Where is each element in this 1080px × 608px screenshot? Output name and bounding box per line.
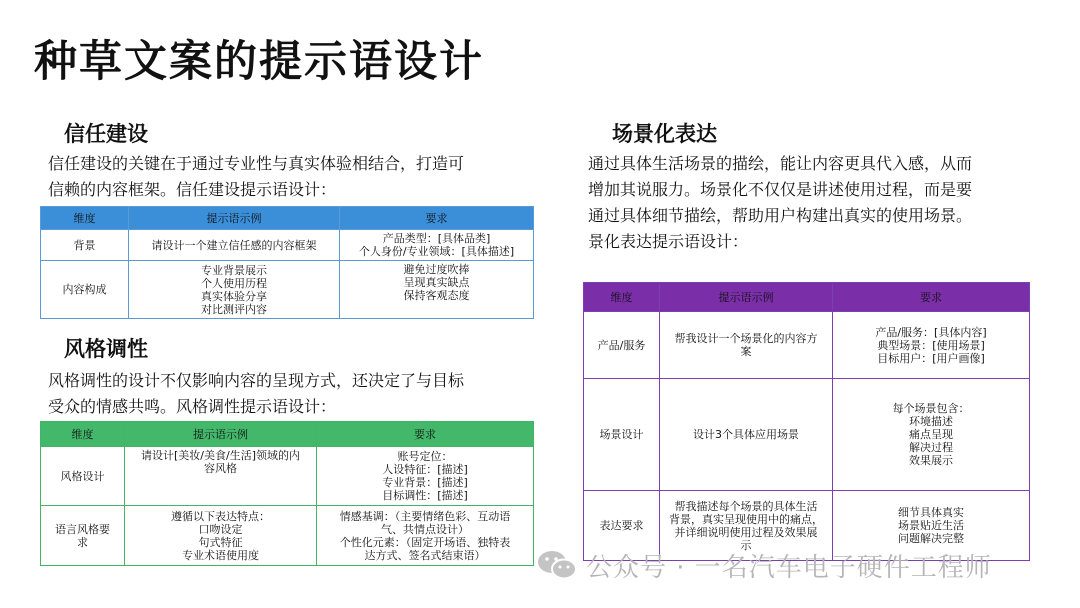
watermark-text: 公众号 · 一名汽车电子硬件工程师 bbox=[586, 552, 992, 583]
column-header-dimension: 维度 bbox=[41, 422, 125, 447]
table-row bbox=[584, 379, 1030, 491]
table-cell: 表达要求 bbox=[584, 491, 660, 561]
table-header-row bbox=[41, 207, 534, 230]
page-title: 种草文案的提示语设计 bbox=[34, 37, 484, 87]
wechat-icon bbox=[536, 548, 578, 582]
table-cell: 避免过度吹捧 呈现真实缺点 保持客观态度 bbox=[340, 261, 534, 319]
column-header-dimension: 维度 bbox=[41, 207, 129, 230]
table-cell: 场景设计 bbox=[584, 379, 660, 491]
style-paragraph: 风格调性的设计不仅影响内容的呈现方式，还决定了与目标 受众的情感共鸣。风格调性提示语设计： bbox=[48, 371, 465, 416]
scene-heading: 场景化表达 bbox=[612, 122, 717, 146]
table-cell: 帮我描述每个场景的具体生活 背景，真实呈现使用中的痛点， 并详细说明使用过程及效果展 示 bbox=[660, 491, 833, 561]
scene-paragraph: 通过具体生活场景的描绘，能让内容更具代入感，从而 增加其说服力。场景化不仅仅是讲述使用过程，而是要 通过具体细节描绘，帮助用户构建出真实的使用场景。 景化表达提示语设计： bbox=[588, 154, 973, 251]
table-cell: 请设计一个建立信任感的内容框架 bbox=[129, 230, 340, 261]
table-cell: 产品/服务 bbox=[584, 312, 660, 379]
column-header-example: 提示语示例 bbox=[129, 207, 340, 230]
column-header-requirement: 要求 bbox=[833, 283, 1030, 312]
table-cell: 请设计[美妆/美食/生活]领域的内 容风格 bbox=[125, 447, 317, 506]
style-table bbox=[40, 421, 534, 566]
table-cell: 风格设计 bbox=[41, 447, 125, 506]
column-header-example: 提示语示例 bbox=[125, 422, 317, 447]
table-cell: 产品/服务：[具体内容] 典型场景：[使用场景] 目标用户：[用户画像] bbox=[833, 312, 1030, 379]
table-header-row bbox=[41, 422, 534, 447]
table-row bbox=[41, 447, 534, 506]
table-cell: 帮我设计一个场景化的内容方 案 bbox=[660, 312, 833, 379]
style-heading: 风格调性 bbox=[64, 337, 148, 361]
table-row bbox=[41, 261, 534, 319]
table-cell: 内容构成 bbox=[41, 261, 129, 319]
column-header-dimension: 维度 bbox=[584, 283, 660, 312]
table-row bbox=[41, 506, 534, 566]
scene-table bbox=[583, 282, 1030, 561]
table-header-row bbox=[584, 283, 1030, 312]
table-cell: 情感基调：（主要情绪色彩、互动语 气、共情点设计） 个性化元素：（固定开场语、独特表 达方式、签名式结束语） bbox=[317, 506, 534, 566]
table-cell: 细节具体真实 场景贴近生活 问题解决完整 bbox=[833, 491, 1030, 561]
column-header-example: 提示语示例 bbox=[660, 283, 833, 312]
watermark bbox=[536, 548, 992, 582]
table-cell: 产品类型：[具体品类] 个人身份/专业领域：[具体描述] bbox=[340, 230, 534, 261]
trust-paragraph: 信任建设的关键在于通过专业性与真实体验相结合，打造可 信赖的内容框架。信任建设提示语设计： bbox=[48, 154, 465, 199]
table-cell: 背景 bbox=[41, 230, 129, 261]
table-cell: 专业背景展示 个人使用历程 真实体验分享 对比测评内容 bbox=[129, 261, 340, 319]
column-header-requirement: 要求 bbox=[340, 207, 534, 230]
table-cell: 遵循以下表达特点： 口吻设定 句式特征 专业术语使用度 bbox=[125, 506, 317, 566]
table-cell: 设计3个具体应用场景 bbox=[660, 379, 833, 491]
table-row bbox=[584, 312, 1030, 379]
table-cell: 账号定位： 人设特征：[描述] 专业背景：[描述] 目标调性：[描述] bbox=[317, 447, 534, 506]
table-row bbox=[41, 230, 534, 261]
table-cell: 每个场景包含： 环境描述 痛点呈现 解决过程 效果展示 bbox=[833, 379, 1030, 491]
trust-table bbox=[40, 206, 534, 319]
trust-heading: 信任建设 bbox=[64, 122, 148, 146]
column-header-requirement: 要求 bbox=[317, 422, 534, 447]
table-cell: 语言风格要 求 bbox=[41, 506, 125, 566]
